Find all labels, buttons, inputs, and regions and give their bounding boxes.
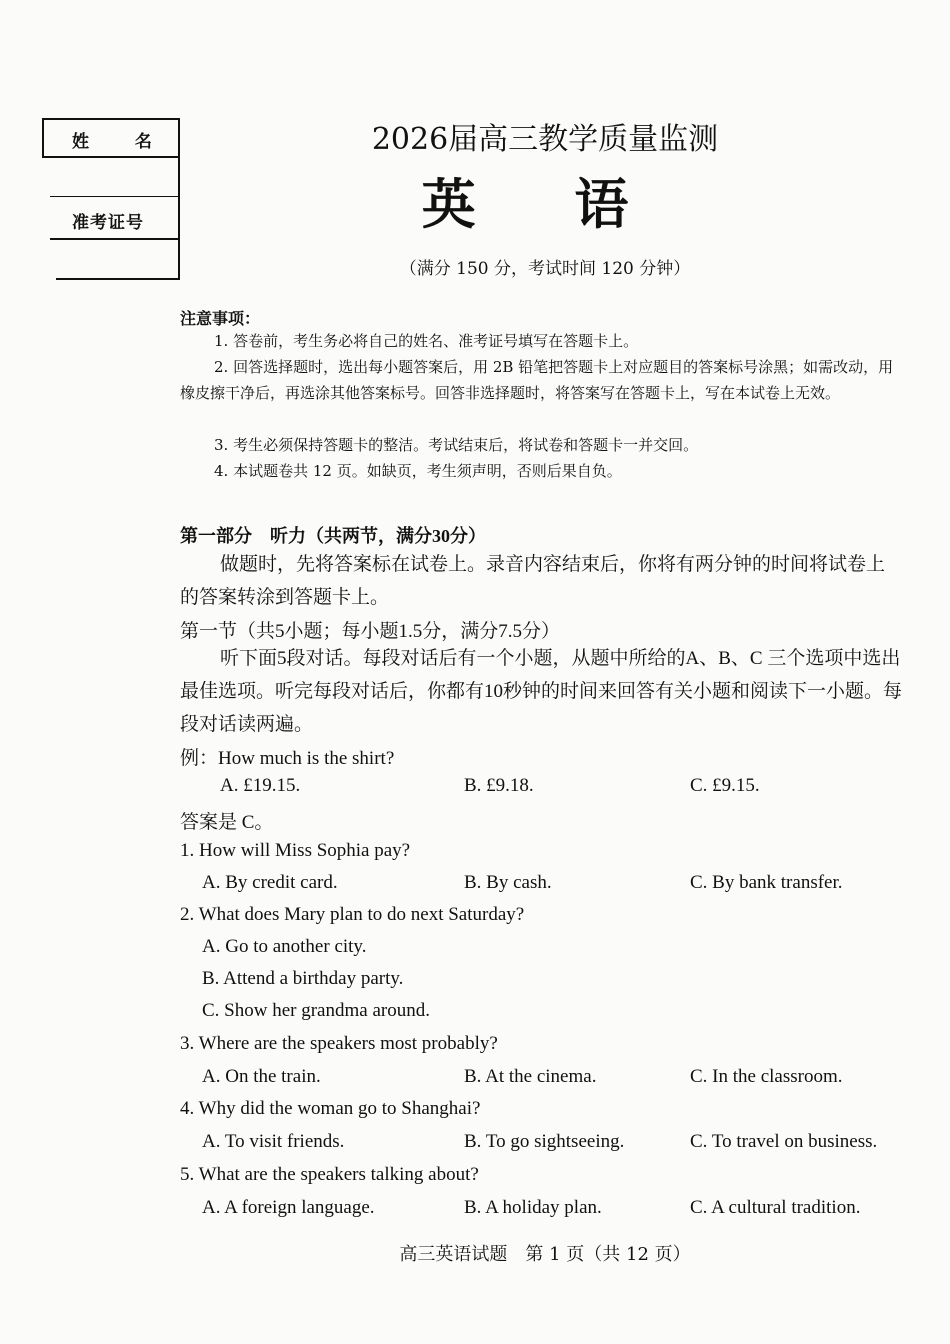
q1-option-c: C. By bank transfer. bbox=[690, 872, 843, 893]
example-option-c: C. £9.15. bbox=[690, 775, 760, 796]
question-1: 1. How will Miss Sophia pay? bbox=[180, 840, 411, 861]
example-answer: 答案是 C。 bbox=[180, 812, 274, 833]
candidate-id-label: 准考证号 bbox=[72, 213, 144, 233]
question-3: 3. Where are the speakers most probably? bbox=[180, 1033, 498, 1054]
part1-heading: 第一部分 听力（共两节，满分30分） bbox=[180, 526, 486, 546]
q3-option-c: C. In the classroom. bbox=[690, 1066, 843, 1087]
subject-title: 英 语 bbox=[421, 172, 669, 236]
question-4: 4. Why did the woman go to Shanghai? bbox=[180, 1098, 481, 1119]
q3-option-a: A. On the train. bbox=[202, 1066, 321, 1087]
q5-option-b: B. A holiday plan. bbox=[464, 1197, 602, 1218]
notice-item: 2. 回答选择题时，选出每小题答案后，用 2B 铅笔把答题卡上对应题目的答案标号涂黑；如需改动，用橡皮擦干净后，再选涂其他答案标号。回答非选择题时，将答案写在答题卡上，写在本试卷上无效。 bbox=[180, 358, 894, 402]
q4-option-c: C. To travel on business. bbox=[690, 1131, 878, 1152]
q3-option-b: B. At the cinema. bbox=[464, 1066, 597, 1087]
example-option-a: A. £19.15. bbox=[220, 775, 301, 796]
notice-item: 4. 本试题卷共 12 页。如缺页，考生须声明，否则后果自负。 bbox=[214, 462, 622, 480]
notice-heading: 注意事项： bbox=[180, 309, 261, 328]
q4-option-b: B. To go sightseeing. bbox=[464, 1131, 625, 1152]
q5-option-a: A. A foreign language. bbox=[202, 1197, 375, 1218]
q1-option-a: A. By credit card. bbox=[202, 872, 338, 893]
page-footer: 高三英语试题 第 1 页（共 12 页） bbox=[399, 1244, 691, 1265]
notice-item: 3. 考生必须保持答题卡的整洁。考试结束后，将试卷和答题卡一并交回。 bbox=[214, 436, 699, 454]
example-question: 例：How much is the shirt? bbox=[180, 748, 395, 769]
section1-intro: 听下面5段对话。每段对话后有一个小题，从题中所给的A、B、C 三个选项中选出最佳选项。听完每段对话后，你都有10秒钟的时间来回答有关小题和阅读下一小题。每段对话读两遍。 bbox=[180, 648, 903, 735]
question-5: 5. What are the speakers talking about? bbox=[180, 1164, 479, 1185]
q2-option-c: C. Show her grandma around. bbox=[202, 1000, 430, 1021]
q5-option-c: C. A cultural tradition. bbox=[690, 1197, 861, 1218]
section1-heading: 第一节（共5小题；每小题1.5分，满分7.5分） bbox=[180, 621, 561, 642]
notice-item: 1. 答卷前，考生务必将自己的姓名、准考证号填写在答题卡上。 bbox=[214, 332, 639, 350]
question-2: 2. What does Mary plan to do next Saturday? bbox=[180, 904, 525, 925]
exam-title: 2026届高三教学质量监测 bbox=[371, 122, 719, 157]
q4-option-a: A. To visit friends. bbox=[202, 1131, 345, 1152]
q2-option-a: A. Go to another city. bbox=[202, 936, 367, 957]
score-info: （满分 150 分，考试时间 120 分钟） bbox=[399, 259, 691, 279]
example-option-b: B. £9.18. bbox=[464, 775, 534, 796]
q2-option-b: B. Attend a birthday party. bbox=[202, 968, 404, 989]
part1-intro: 做题时，先将答案标在试卷上。录音内容结束后，你将有两分钟的时间将试卷上的答案转涂到答题卡上。 bbox=[180, 554, 886, 608]
q1-option-b: B. By cash. bbox=[464, 872, 552, 893]
name-label: 姓 名 bbox=[72, 132, 172, 152]
